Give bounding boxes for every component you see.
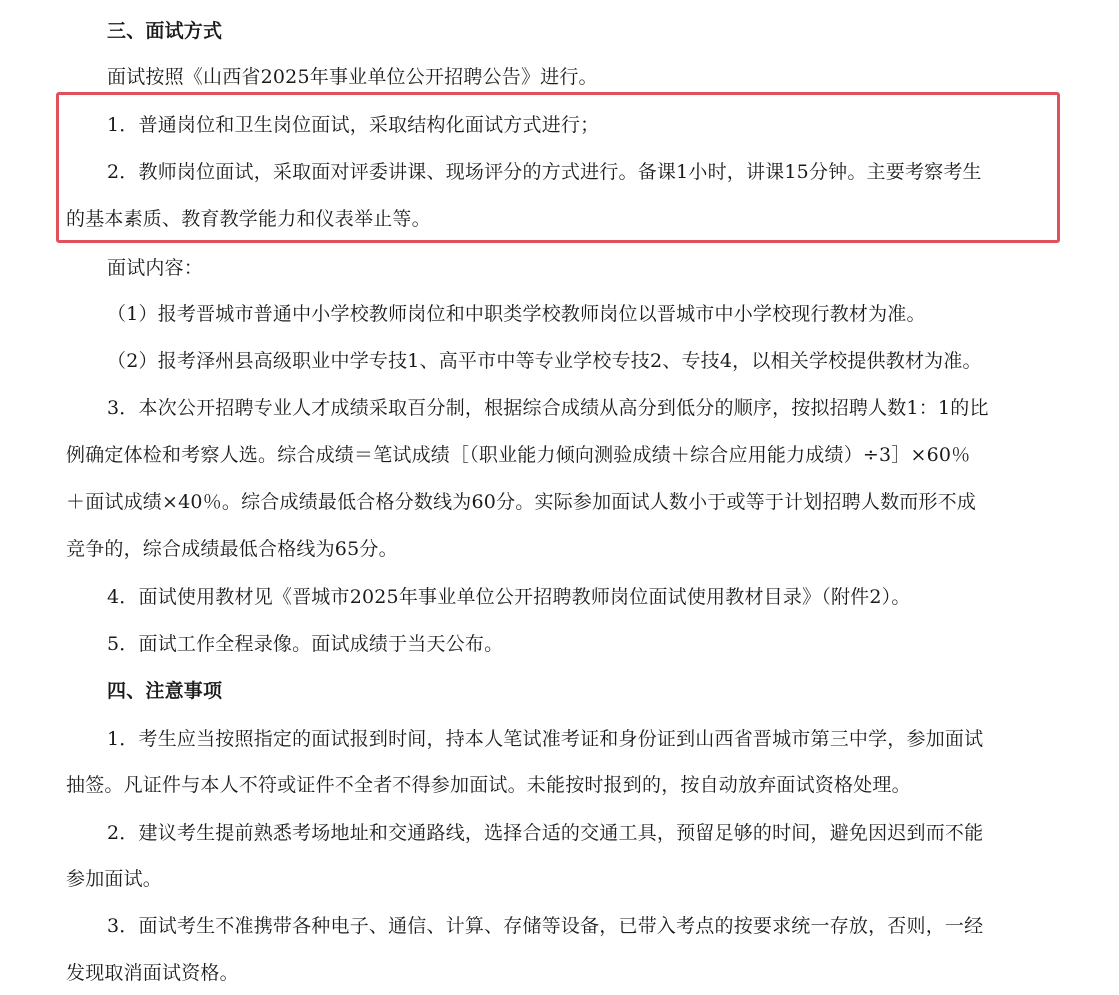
- notes-item-1-line2: 抽签。凡证件与本人不符或证件不全者不得参加面试。未能按时报到的，按自动放弃面试资格处理。: [66, 774, 911, 796]
- notes-item-2-line2: 参加面试。: [66, 868, 163, 890]
- notes-item-3-line2: 发现取消面试资格。: [66, 962, 239, 984]
- list-item-1: 1．普通岗位和卫生岗位面试，采取结构化面试方式进行；: [107, 114, 600, 136]
- notes-item-1-line1: 1．考生应当按照指定的面试报到时间，持本人笔试准考证和身份证到山西省晋城市第三中学，参加面试: [107, 728, 984, 750]
- content-item-2: （2）报考泽州县高级职业中学专技1、高平市中等专业学校专技2、专技4，以相关学校提供教材为准。: [107, 350, 982, 372]
- paragraph-intro: 面试按照《山西省2025年事业单位公开招聘公告》进行。: [107, 66, 598, 88]
- section-heading-notes: 四、注意事项: [107, 680, 223, 702]
- content-item-1: （1）报考晋城市普通中小学校教师岗位和中职类学校教师岗位以晋城市中小学校现行教材为准。: [107, 303, 926, 325]
- list-item-5: 5．面试工作全程录像。面试成绩于当天公布。: [107, 633, 504, 655]
- list-item-4: 4．面试使用教材见《晋城市2025年事业单位公开招聘教师岗位面试使用教材目录》（附件2）。: [107, 586, 911, 608]
- content-label: 面试内容：: [107, 257, 204, 279]
- list-item-2-line1: 2．教师岗位面试，采取面对评委讲课、现场评分的方式进行。备课1小时，讲课15分钟。主要考察考生: [107, 161, 982, 183]
- list-item-3-line1: 3．本次公开招聘专业人才成绩采取百分制，根据综合成绩从高分到低分的顺序，按拟招聘人数1：1的比: [107, 397, 989, 419]
- list-item-3-line3: ＋面试成绩×40％。综合成绩最低合格分数线为60分。实际参加面试人数小于或等于计划招聘人数而形不成: [66, 491, 977, 513]
- list-item-2-line2: 的基本素质、教育教学能力和仪表举止等。: [66, 208, 431, 230]
- list-item-3-line4: 竞争的，综合成绩最低合格线为65分。: [66, 538, 398, 560]
- section-heading-interview-method: 三、面试方式: [107, 20, 223, 42]
- list-item-3-line2: 例确定体检和考察人选。综合成绩＝笔试成绩［（职业能力倾向测验成绩＋综合应用能力成绩）÷3］×60％: [66, 444, 971, 466]
- notes-item-2-line1: 2．建议考生提前熟悉考场地址和交通路线，选择合适的交通工具，预留足够的时间，避免因迟到而不能: [107, 822, 984, 844]
- notes-item-3-line1: 3．面试考生不准携带各种电子、通信、计算、存储等设备，已带入考点的按要求统一存放，否则，一经: [107, 915, 984, 937]
